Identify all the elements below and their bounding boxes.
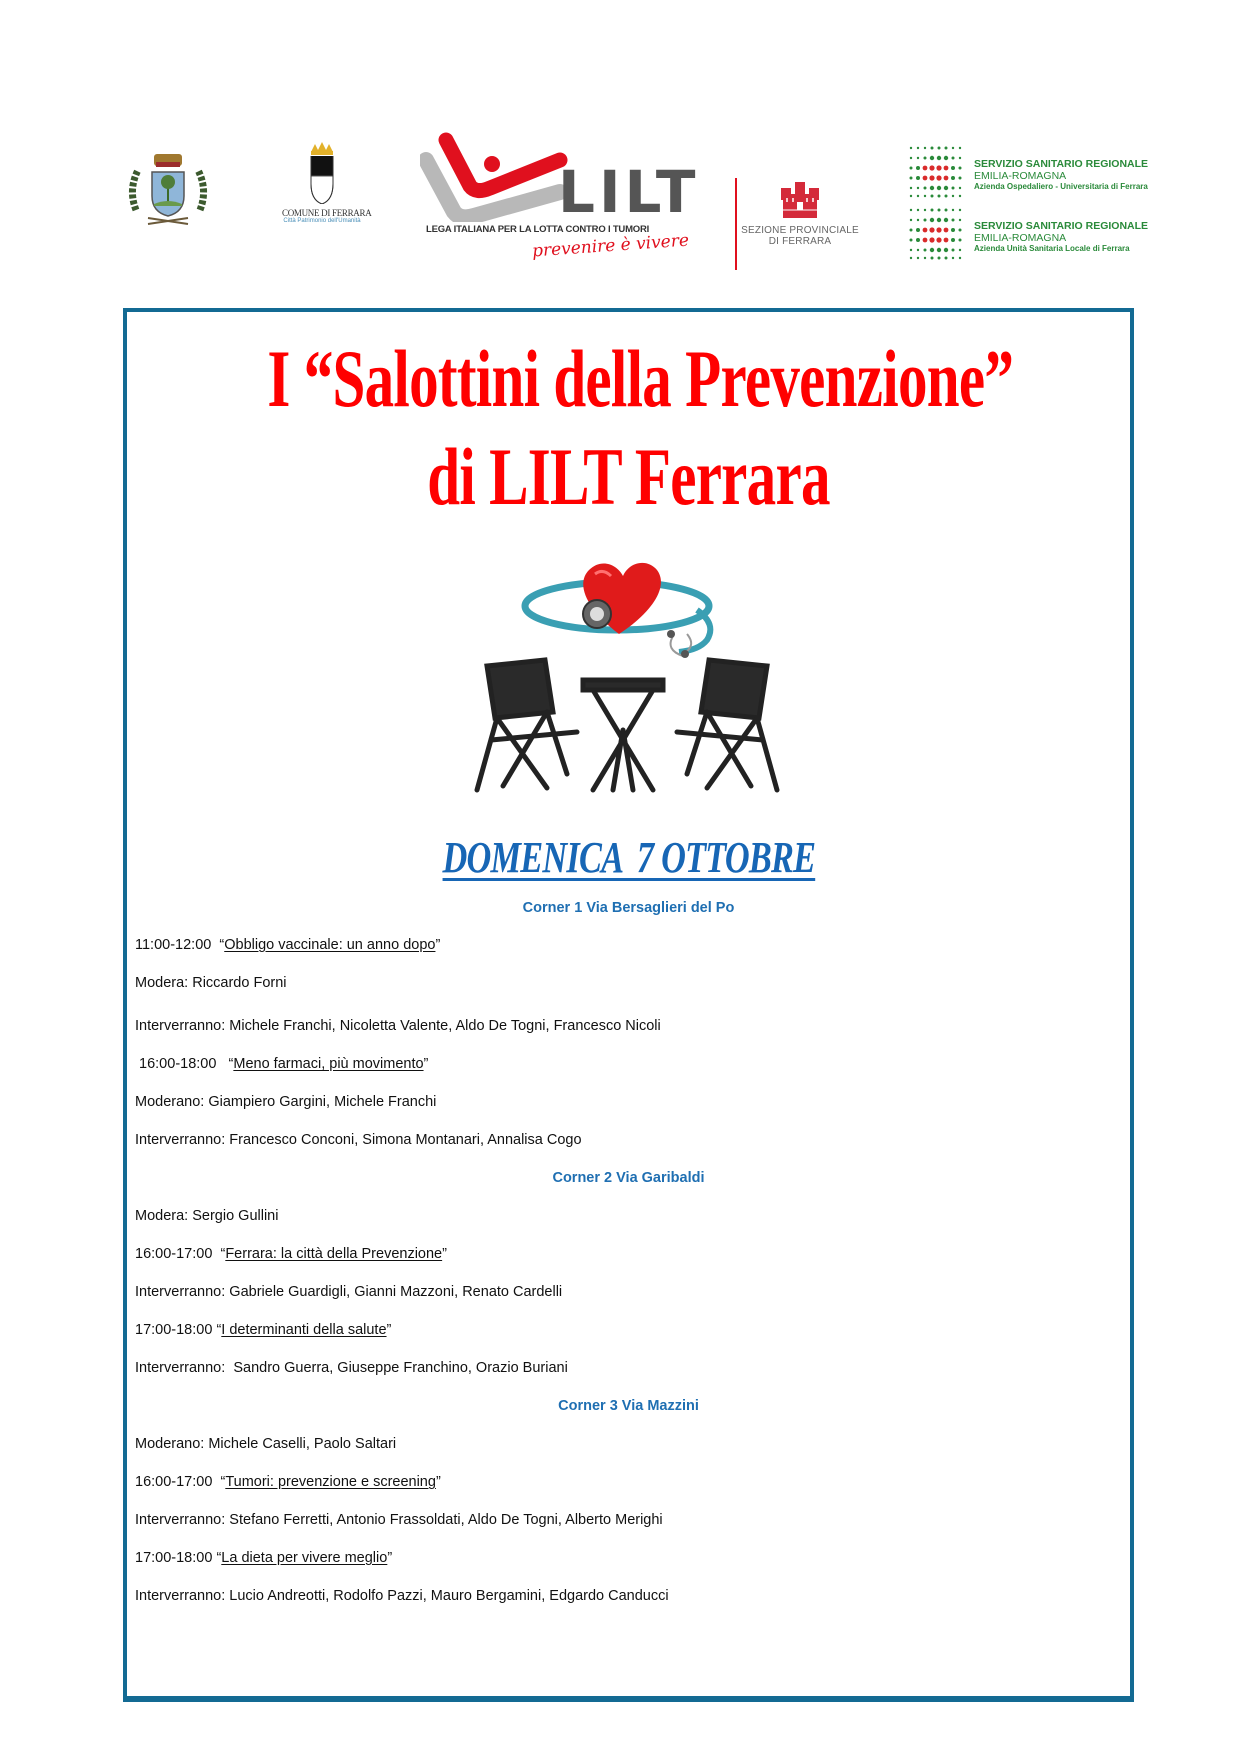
quote-open: “	[220, 1474, 226, 1490]
ssr2-line1: SERVIZIO SANITARIO REGIONALE	[974, 220, 1149, 232]
quote-open: “	[216, 1550, 222, 1566]
lilt-section-line1: SEZIONE PROVINCIALE	[741, 225, 859, 236]
quote-open: “	[216, 1322, 222, 1338]
lilt-section-logo	[735, 180, 865, 270]
session-time: 17:00-18:00	[135, 1322, 217, 1338]
university-seal-logo	[118, 140, 218, 240]
session-topic: I determinanti della salute	[221, 1322, 387, 1338]
heart-stethoscope-chairs-illustration	[467, 540, 787, 800]
session-line	[135, 937, 440, 953]
comune-crest-icon	[309, 140, 335, 204]
speakers-line: Interverranno: Stefano Ferretti, Antonio Frassoldati, Aldo De Togni, Alberto Merighi	[135, 1512, 663, 1528]
quote-close: ”	[435, 937, 441, 953]
comune-subtitle: Città Patrimonio dell'Umanità	[283, 218, 361, 224]
speakers-line: Interverranno: Sandro Guerra, Giuseppe Franchino, Orazio Buriani	[135, 1360, 568, 1376]
comune-ferrara-logo	[282, 140, 372, 240]
lilt-logo	[420, 130, 720, 280]
session-topic: Obbligo vaccinale: un anno dopo	[224, 937, 436, 953]
page-title-line1: I “Salottini della Prevenzione”	[267, 333, 1014, 424]
ssr1-line3: Azienda Ospedaliero - Universitaria di Ferrara	[974, 182, 1148, 191]
session-time: 16:00-18:00	[135, 1056, 229, 1072]
quote-close: ”	[435, 1474, 441, 1490]
session-line	[135, 1474, 441, 1490]
session-line	[135, 1550, 392, 1566]
ssr-dots-icon	[908, 206, 968, 262]
lilt-slogan: prevenire è vivere	[531, 230, 690, 262]
session-time: 16:00-17:00	[135, 1246, 221, 1262]
quote-close: ”	[387, 1550, 393, 1566]
session-line	[135, 1322, 391, 1338]
lilt-wordmark: LILT	[558, 158, 700, 226]
ssr1-line2: EMILIA-ROMAGNA	[974, 170, 1067, 182]
session-topic: Tumori: prevenzione e screening	[225, 1474, 436, 1490]
session-time: 16:00-17:00	[135, 1474, 221, 1490]
logo-header	[0, 0, 1240, 300]
quote-close: ”	[386, 1322, 392, 1338]
ssr2-line2: EMILIA-ROMAGNA	[974, 232, 1067, 244]
lilt-section-line2: DI FERRARA	[768, 236, 832, 247]
corner-heading: Corner 2 Via Garibaldi	[552, 1170, 705, 1186]
page-title-line2: di LILT Ferrara	[427, 431, 830, 522]
session-line	[135, 1246, 447, 1262]
moderator-line: Modera: Sergio Gullini	[135, 1208, 279, 1224]
ssr-ausl-logo	[908, 206, 1208, 262]
speakers-line: Interverranno: Francesco Conconi, Simona Montanari, Annalisa Cogo	[135, 1132, 582, 1148]
ssr1-line1: SERVIZIO SANITARIO REGIONALE	[974, 158, 1149, 170]
ssr-ospedaliero-logo	[908, 144, 1208, 200]
lilt-full-name: LEGA ITALIANA PER LA LOTTA CONTRO I TUMORI	[426, 224, 650, 235]
session-time: 11:00-12:00	[135, 937, 220, 953]
moderator-line: Moderano: Giampiero Gargini, Michele Franchi	[135, 1094, 437, 1110]
corner-heading: Corner 3 Via Mazzini	[558, 1398, 699, 1414]
quote-open: “	[219, 937, 225, 953]
quote-close: ”	[442, 1246, 447, 1262]
speakers-line: Interverranno: Gabriele Guardigli, Gianni Mazzoni, Renato Cardelli	[135, 1284, 563, 1300]
comune-name: COMUNE DI FERRARA	[282, 208, 372, 218]
speakers-line: Interverranno: Michele Franchi, Nicoletta Valente, Aldo De Togni, Francesco Nicoli	[135, 1018, 661, 1034]
castle-icon	[735, 180, 865, 225]
ssr-dots-icon	[908, 144, 968, 200]
ssr2-line3: Azienda Unità Sanitaria Locale di Ferrara	[974, 244, 1130, 253]
event-date: DOMENICA 7 OTTOBRE	[442, 833, 815, 882]
quote-close: ”	[423, 1056, 429, 1072]
event-date-heading	[127, 832, 1130, 883]
quote-open: “	[228, 1056, 234, 1072]
quote-open: “	[220, 1246, 226, 1262]
session-time: 17:00-18:00	[135, 1550, 217, 1566]
session-topic: Ferrara: la città della Prevenzione	[225, 1246, 443, 1262]
moderator-line: Moderano: Michele Caselli, Paolo Saltari	[135, 1436, 397, 1452]
session-line	[135, 1056, 428, 1072]
session-topic: Meno farmaci, più movimento	[233, 1056, 424, 1072]
session-topic: La dieta per vivere meglio	[221, 1550, 388, 1566]
moderator-line: Modera: Riccardo Forni	[135, 975, 287, 991]
program-frame	[123, 308, 1134, 1702]
corner-heading: Corner 1 Via Bersaglieri del Po	[522, 900, 735, 916]
lilt-mark-icon	[420, 130, 570, 222]
speakers-line: Interverranno: Lucio Andreotti, Rodolfo Pazzi, Mauro Bergamini, Edgardo Canducci	[135, 1588, 669, 1604]
